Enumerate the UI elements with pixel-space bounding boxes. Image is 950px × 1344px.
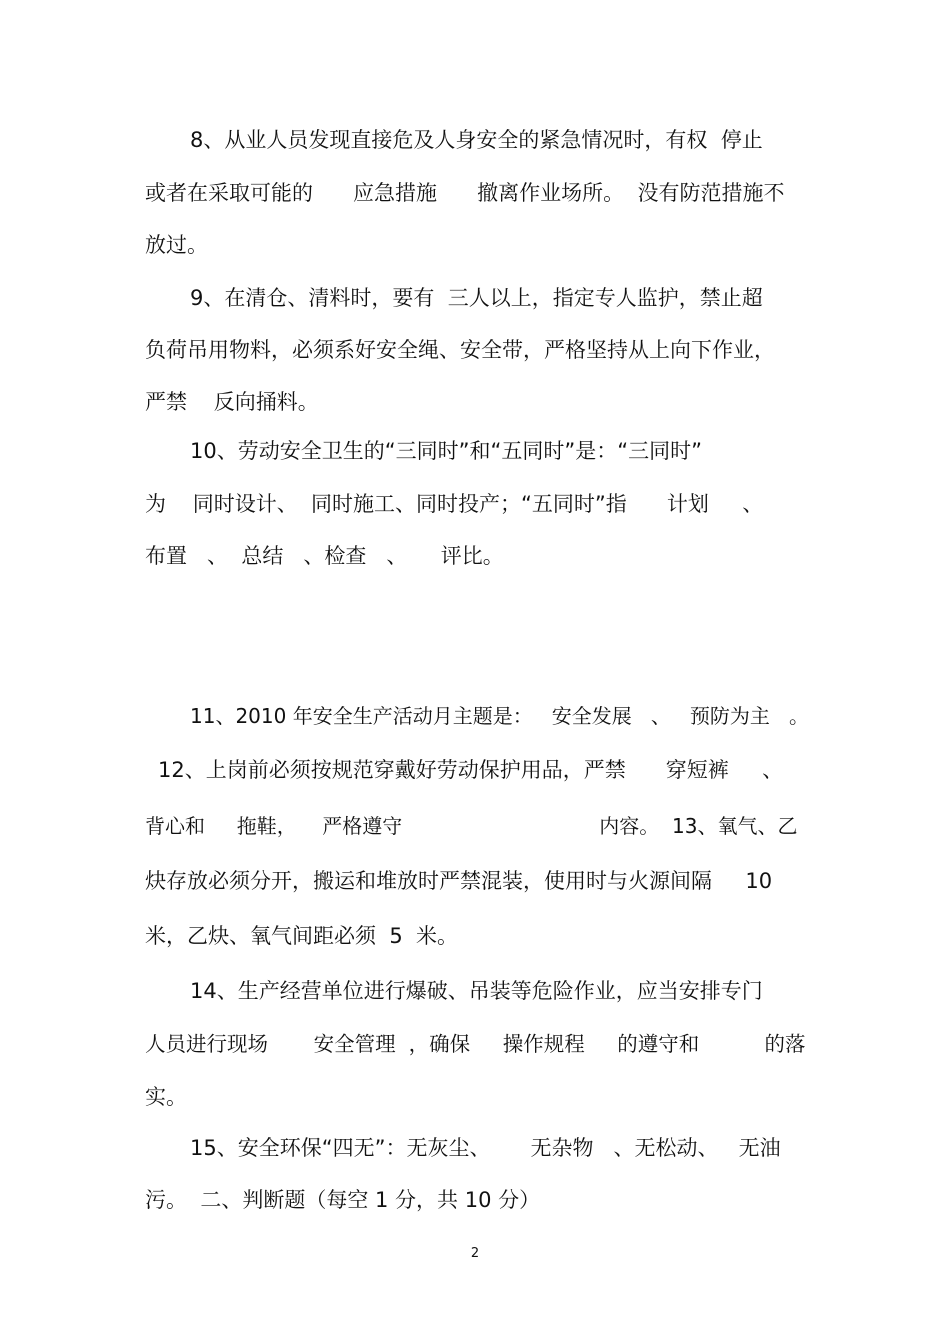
question-12-13-line: 背心和 拖鞋， 严格遵守 内容。 13、氧气、乙	[145, 814, 798, 838]
question-15-line-2: 污。 二、判断题（每空 1 分，共 10 分）	[145, 1188, 541, 1212]
question-11-line: 11、2010 年安全生产活动月主题是： 安全发展 、 预防为主 。	[190, 704, 809, 728]
question-9-line-3: 严禁 反向捅料。	[145, 390, 319, 414]
question-9-line-2: 负荷吊用物料，必须系好安全绳、安全带，严格坚持从上向下作业，	[145, 338, 775, 362]
question-10-line-3: 布置 、 总结 、检查 、 评比。	[145, 544, 504, 568]
question-8-line-2: 或者在采取可能的 应急措施 撤离作业场所。 没有防范措施不	[145, 181, 785, 205]
question-13-line-2: 炔存放必须分开，搬运和堆放时严禁混装，使用时与火源间隔 10	[145, 869, 773, 893]
question-10-line-1: 10、劳动安全卫生的“三同时”和“五同时”是：“三同时”	[190, 439, 702, 463]
question-14-line-3: 实。	[145, 1085, 187, 1109]
question-8-line-1: 8、从业人员发现直接危及人身安全的紧急情况时，有权 停止	[190, 128, 763, 152]
question-10-line-2: 为 同时设计、 同时施工、同时投产；“五同时”指 计划 、	[145, 492, 764, 516]
question-9-line-1: 9、在清仓、清料时，要有 三人以上，指定专人监护，禁止超	[190, 286, 763, 310]
question-15-line-1: 15、安全环保“四无”：无灰尘、 无杂物 、无松动、 无油	[190, 1136, 781, 1160]
question-13-line-3: 米，乙炔、氧气间距必须 5 米。	[145, 924, 459, 948]
question-12-line-1: 12、上岗前必须按规范穿戴好劳动保护用品，严禁 穿短裤 、	[158, 758, 784, 782]
question-14-line-1: 14、生产经营单位进行爆破、吊装等危险作业，应当安排专门	[190, 979, 763, 1003]
page-number: 2	[470, 1246, 480, 1261]
question-14-line-2: 人员进行现场 安全管理 ，确保 操作规程 的遵守和 的落	[145, 1032, 806, 1056]
question-8-line-3: 放过。	[145, 233, 208, 257]
